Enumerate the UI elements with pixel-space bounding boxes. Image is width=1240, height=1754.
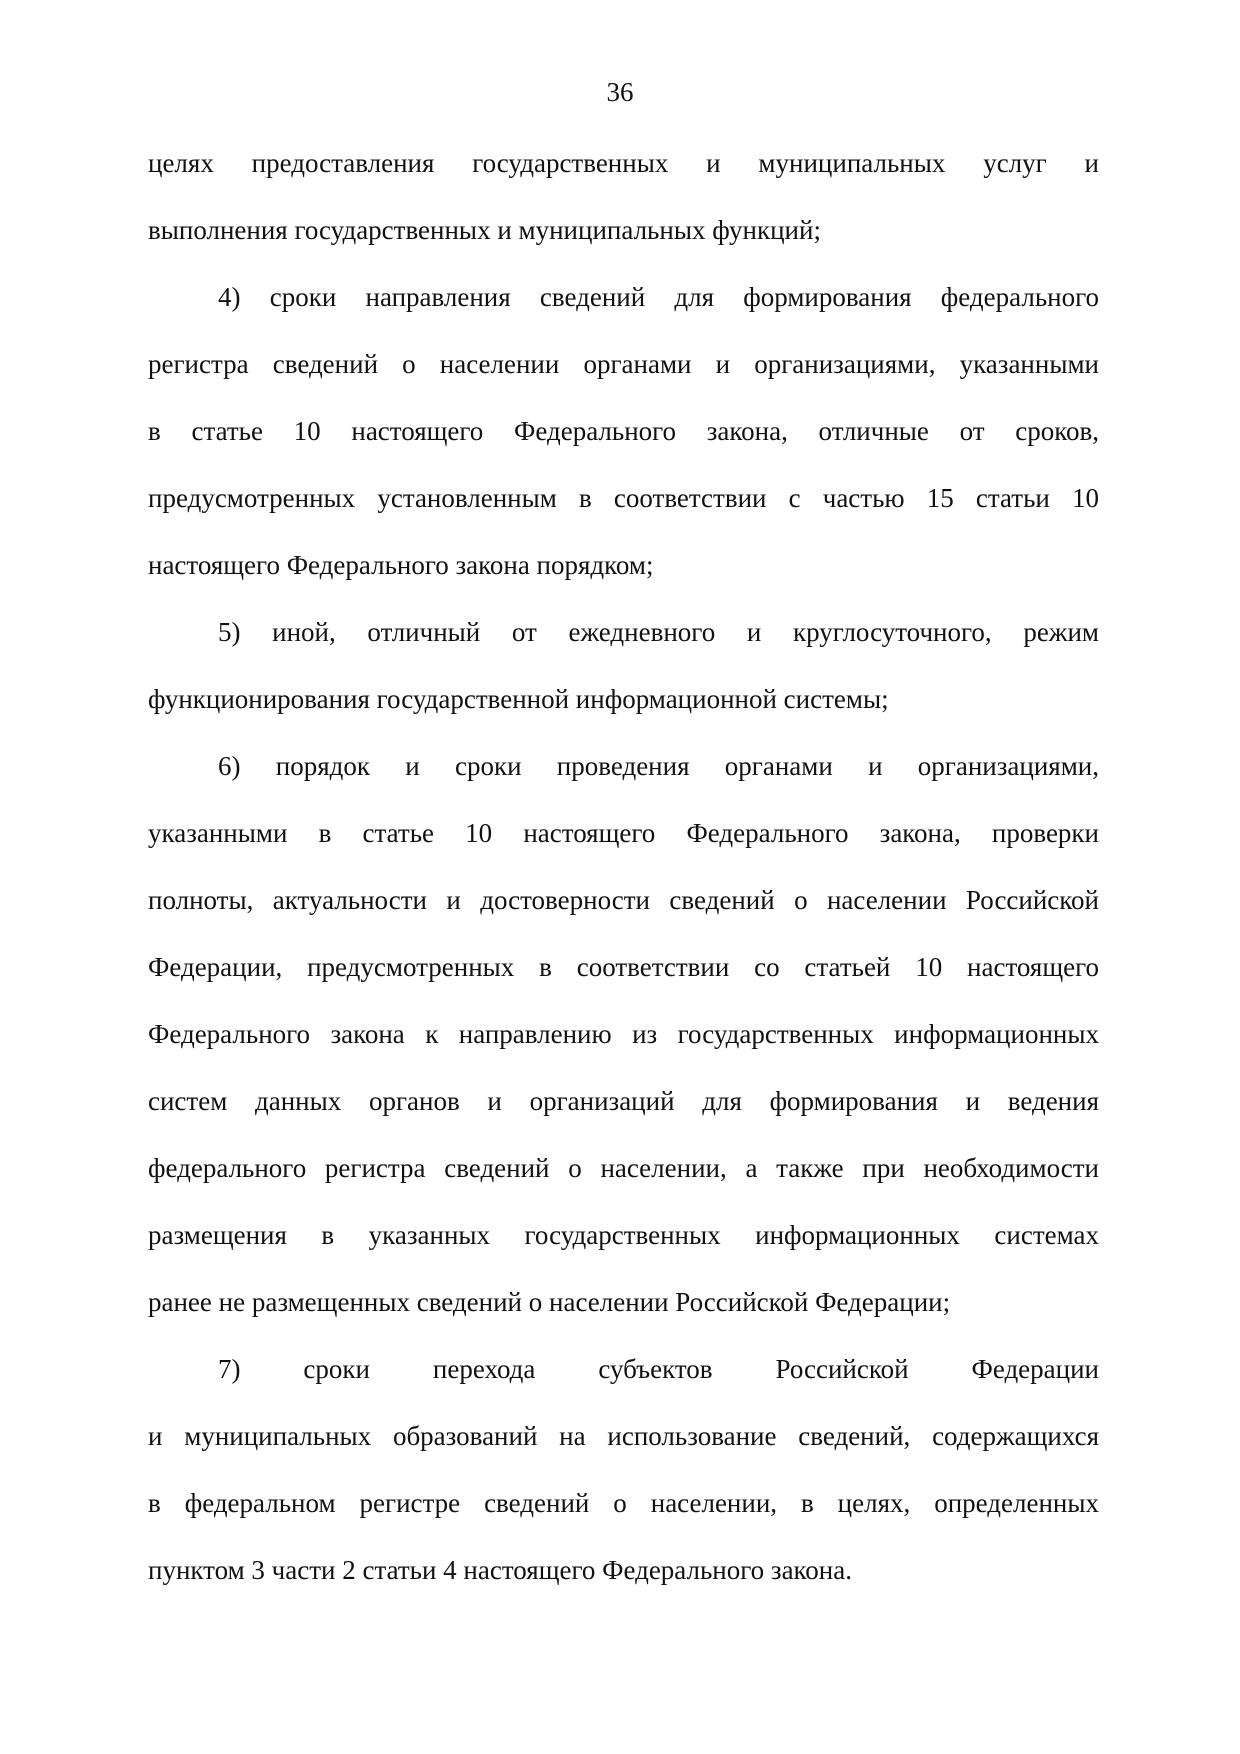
text-line: указанными в статье 10 настоящего Федерального закона, проверки [148, 818, 1099, 848]
text-line: пунктом 3 части 2 статьи 4 настоящего Федерального закона. [148, 1555, 852, 1585]
text-line: и муниципальных образований на использование сведений, содержащихся [148, 1421, 1099, 1451]
page-number: 36 [606, 77, 634, 107]
text-line: настоящего Федерального закона порядком; [148, 550, 654, 580]
list-item-5-first-line: 5) иной, отличный от ежедневного и круглосуточного, режим [218, 617, 1099, 647]
text-line: в статье 10 настоящего Федерального закона, отличные от сроков, [148, 416, 1099, 446]
text-line: ранее не размещенных сведений о населении Российской Федерации; [148, 1287, 951, 1317]
text-line: федерального регистра сведений о населении, а также при необходимости [148, 1153, 1099, 1183]
text-line: размещения в указанных государственных информационных системах [148, 1220, 1099, 1250]
text-line: функционирования государственной информационной системы; [148, 684, 889, 714]
list-item-7-first-line: 7) сроки перехода субъектов Российской Федерации [218, 1354, 1099, 1384]
list-item-6-first-line: 6) порядок и сроки проведения органами и организациями, [218, 751, 1099, 781]
text-line: выполнения государственных и муниципальных функций; [148, 215, 821, 245]
text-line: полноты, актуальности и достоверности сведений о населении Российской [148, 885, 1099, 915]
text-line: целях предоставления государственных и муниципальных услуг и [148, 148, 1099, 178]
text-line: систем данных органов и организаций для формирования и ведения [148, 1086, 1099, 1116]
text-line: предусмотренных установленным в соответствии с частью 15 статьи 10 [148, 483, 1099, 513]
text-line: Федерального закона к направлению из государственных информационных [148, 1019, 1099, 1049]
text-line: Федерации, предусмотренных в соответствии со статьей 10 настоящего [148, 952, 1099, 982]
text-line: в федеральном регистре сведений о населении, в целях, определенных [148, 1488, 1099, 1518]
text-line: регистра сведений о населении органами и организациями, указанными [148, 349, 1099, 379]
list-item-4-first-line: 4) сроки направления сведений для формирования федерального [218, 282, 1099, 312]
